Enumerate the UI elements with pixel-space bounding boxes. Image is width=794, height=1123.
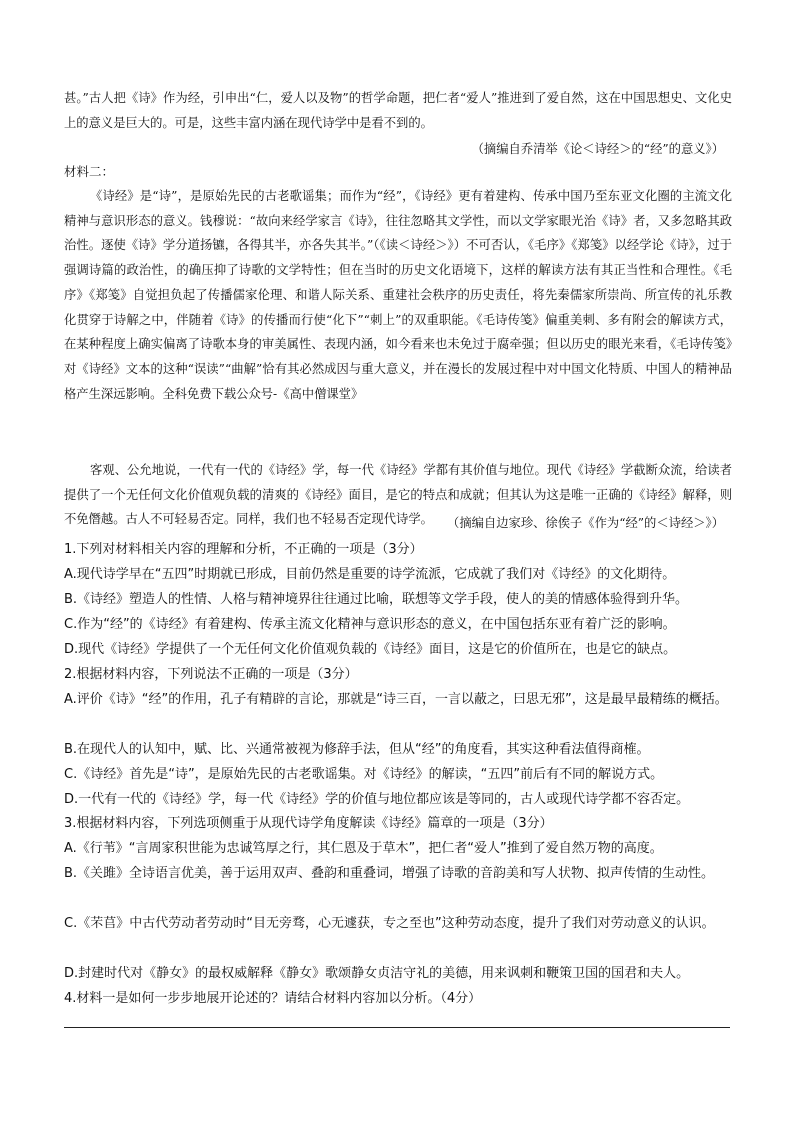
question-2-option-c: C.《诗经》首先是“诗”，是原始先民的古老歌谣集。对《诗经》的解读，“五四”前后有不同的解说方式。 [64,767,664,782]
question-1-option-b: B.《诗经》塑造人的性情、人格与精神境界往往通过比喻，联想等文学手段，使人的美的情感体验得到升华。 [64,592,689,607]
question-3-option-c: C.《芣苢》中古代劳动者劳动时“目无旁骛，心无遽获，专之至也”这种劳动态度，提升了我们对劳动意义的认识。 [64,916,715,931]
question-2-option-b: B.在现代人的认知中，赋、比、兴通常被视为修辞手法，但从“经”的角度看，其实这种看法值得商榷。 [64,742,650,757]
answer-line[interactable] [64,1027,730,1028]
question-3-option-a: A.《行苇》“言周家积世能为忠诚笃厚之行，其仁恩及于草木”，把仁者“爱人”推到了爱自然万物的高度。 [64,841,663,856]
question-3-option-d: D.封建时代对《静女》的最权威解释《静女》歌颂静女贞洁守礼的美德，用来讽刺和鞭策卫国的国君和夫人。 [64,966,690,981]
question-3-option-b: B.《关雎》全诗语言优美，善于运用双声、叠韵和重叠词，增强了诗歌的音韵美和写人状物、拟声传情的生动性。 [64,866,715,881]
question-2-stem: 2.根据材料内容，下列说法不正确的一项是（3分） [64,667,358,682]
question-4-stem: 4.材料一是如何一步步地展开论述的？请结合材料内容加以分析。（4分） [64,991,482,1006]
material2-source: （摘编自边家珍、徐俟子《作为“经”的＜诗经＞》） [447,516,724,530]
question-1-option-a: A.现代诗学早在“五四”时期就已形成，目前仍然是重要的诗学流派，它成就了我们对《诗经》的文化期待。 [64,567,676,582]
question-1-stem: 1.下列对材料相关内容的理解和分析，不正确的一项是（3分） [64,542,423,557]
question-1-option-c: C.作为“经”的《诗经》有着建构、传承主流文化精神与意识形态的意义，在中国包括东亚有着广泛的影响。 [64,617,676,632]
material2-paragraph-2: 客观、公允地说，一代有一代的《诗经》学，每一代《诗经》学都有其价值与地位。现代《诗经》学截断众流，给读者提供了一个无任何文化价值观负载的清爽的《诗经》面目，是它的特点和成就；但其认为这是唯一正确的《诗经》解释，则不免僭越。古人不可轻易否定。同样，我们也不轻易否定现代诗学。 [64,463,732,527]
material2-paragraph-1: 《诗经》是“诗”，是原始先民的古老歌谣集；而作为“经”，《诗经》更有着建构、传承中国乃至东亚文化圈的主流文化精神与意识形态的意义。钱穆说：“故向来经学家言《诗》，往往忽略其文学性，而以文学家眼光治《诗》者，又多忽略其政治性。逐使《诗》学分道扬镳，各得其半，亦各失其半。”（《读＜诗经＞》）不可否认，《毛序》《郑笺》以经学论《诗》，过于强调诗篇的政治性，的确压抑了诗歌的文学特性；但在当时的历史文化语境下，这样的解读方法有其正当性和合理性。《毛序》《郑笺》自觉担负起了传播儒家伦理、和谐人际关系、重建社会秩序的历史责任，将先秦儒家所崇尚、所宣传的礼乐教化贯穿于诗解之中，伴随着《诗》的传播而行使“化下”“刺上”的双重职能。《毛诗传笺》偏重美刺、多有附会的解读方式，在某种程度上确实偏离了诗歌本身的审美属性、表现内涵，如今看来也未免过于腐牵强；但以历史的眼光来看，《毛诗传笺》对《诗经》文本的这种“误读”“曲解”恰有其必然成因与重大意义，并在漫长的发展过程中对中国文化特质、中国人的精神品格产生深远影响。全科免费下载公众号-《高中僧课堂》 [64,189,732,401]
material2-label: 材料二： [64,164,115,179]
question-1-option-d: D.现代《诗经》学提供了一个无任何文化价值观负载的《诗经》面目，这是它的价值所在，也是它的缺点。 [64,642,677,657]
material1-tail-paragraph: 甚。”古人把《诗》作为经，引申出“仁，爱人以及物”的哲学命题，把仁者“爱人”推进到了爱自然，这在中国思想史、文化史上的意义是巨大的。可是，这些丰富内涵在现代诗学中是看不到的。 [64,91,732,130]
question-2-option-a: A.评价《诗》“经”的作用，孔子有精辟的言论，那就是“诗三百，一言以蔽之，曰思无邪”，这是最早最精练的概括。 [64,692,728,707]
question-3-stem: 3.根据材料内容，下列选项侧重于从现代诗学角度解读《诗经》篇章的一项是（3分） [64,816,553,831]
question-2-option-d: D.一代有一代的《诗经》学，每一代《诗经》学的价值与地位都应该是等同的，古人或现代诗学都不容否定。 [64,792,690,807]
material1-source: （摘编自乔清举《论＜诗经＞的“经”的意义》） [471,142,724,156]
